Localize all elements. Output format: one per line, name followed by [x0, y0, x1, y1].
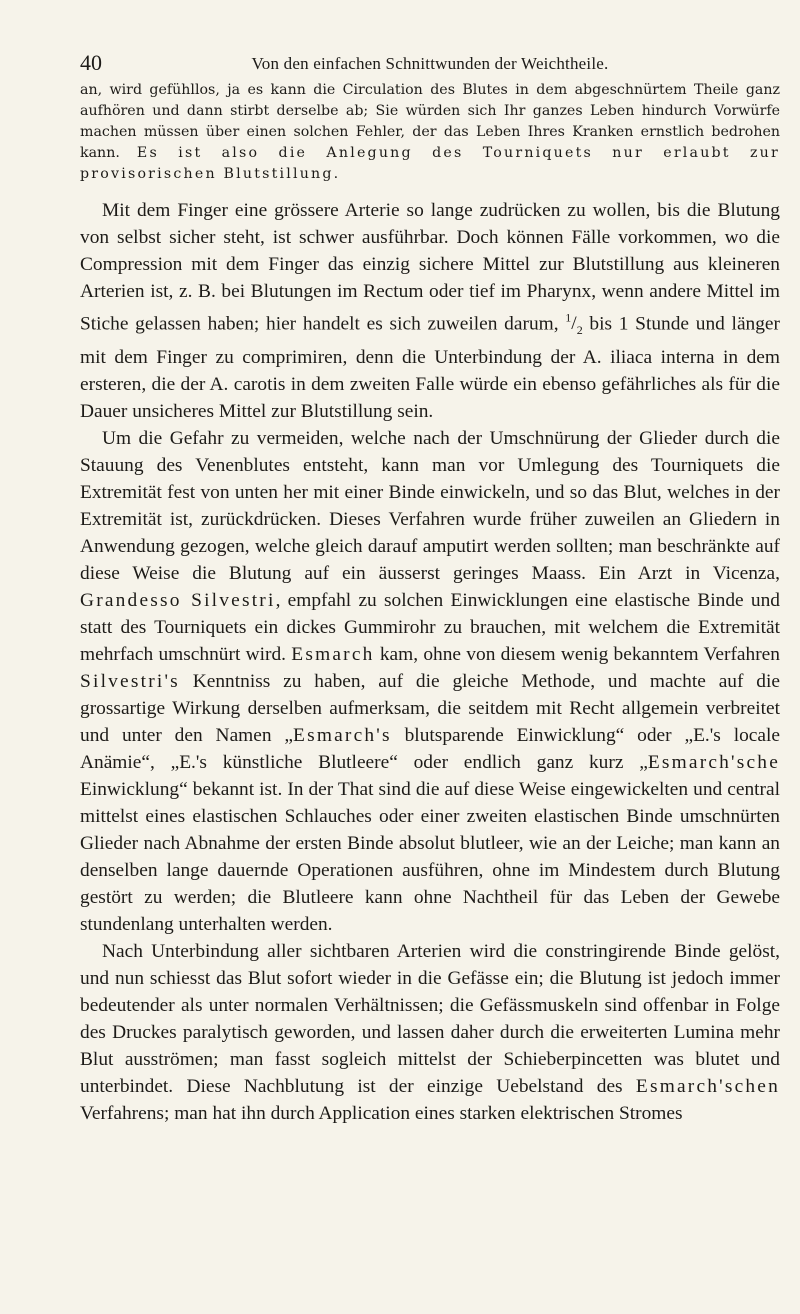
person-name: Esmarch: [291, 644, 375, 666]
person-name: Grandesso Silvestri: [80, 590, 276, 612]
text-run: blutsparende Einwicklung“ oder „E.'s locale Anämie“, „E.'s künstliche Blutleere“ oder endlich ganz kurz „: [80, 725, 780, 774]
small-text: an, wird gefühllos, ja es kann die Circulation des Blutes in dem abgeschnürtem Theile ganz aufhören und dann stirbt derselbe ab; Sie würden sich Ihr ganzes Leben hindurch Vorwürfe machen müssen über einen solchen Fehler, der das Leben Ihres Kranken ernstlich bedrohen kann.: [80, 82, 780, 161]
fraction: $^1/_2$: [565, 311, 583, 338]
text-run: bis 1 Stunde und länger mit dem Finger zu comprimiren, denn die Unterbindung der A. iliaca interna in dem ersteren, die der A. carotis in dem zweiten Falle würde ein ebenso gefährliches als für die Dauer unsicheres Mittel zur Blutstillung sein.: [80, 313, 781, 423]
small-print-block: [80, 80, 780, 185]
paragraph-2: [80, 425, 780, 938]
person-name: Esmarch'schen: [635, 1076, 780, 1098]
book-page: [80, 50, 780, 1127]
page-number: 40: [80, 50, 102, 75]
fraction-numerator: 1: [565, 311, 572, 325]
person-name: Esmarch'sche: [647, 752, 780, 774]
text-run: Kenntniss zu haben, auf die gleiche Methode, und machte auf die grossartige Wirkung derselben aufmerksam, die seitdem mit Recht allgemein verbreitet und unter den Namen „: [80, 671, 780, 747]
text-run: Um die Gefahr zu vermeiden, welche nach der Umschnürung der Glieder durch die Stauung des Venenblutes entsteht, kann man vor Umlegung des Tourniquets die Extremität fest von unten her mit einer Binde einwickeln, und so das Blut, welches in der Extremität ist, zurückdrücken. Dieses Verfahren wurde früher zuweilen an Gliedern in Anwendung gezogen, welche gleich darauf amputirt werden sollten; man beschränkte auf diese Weise die Blutung auf ein äusserst geringes Maass. Ein Arzt in Vicenza,: [80, 428, 780, 585]
text-run: Verfahrens; man hat ihn durch Application eines starken elektrischen Stromes: [80, 1103, 683, 1125]
emphasized-text: Es ist also die Anlegung des Tourniquets nur erlaubt zur provisorischen Blutstillung.: [80, 145, 780, 182]
paragraph-3: [80, 938, 780, 1127]
main-text: [80, 197, 780, 1127]
text-run: Einwicklung“ bekannt ist. In der That sind die auf diese Weise eingewickelten und central mittelst eines elastischen Schlauches oder einer zweiten elastischen Binde umschnürten Glieder nach Abnahme der ersten Binde absolut blutleer, wie an der Leiche; man kann an denselben lange dauernde Operationen ausführen, ohne im Mindestem durch Blutung gestört zu werden; die Blutleere kann ohne Nachtheil für das Leben der Gewebe stundenlang unterhalten werden.: [80, 779, 780, 936]
small-paragraph: [80, 80, 780, 185]
text-run: Nach Unterbindung aller sichtbaren Arterien wird die constringirende Binde gelöst, und nun schiesst das Blut sofort wieder in die Gefässe ein; die Blutung ist jedoch immer bedeutender als unter normalen Verhältnissen; die Gefässmuskeln sind offenbar in Folge des Druckes paralytisch geworden, und lassen daher durch die erweiterten Lumina mehr Blut ausströmen; man fasst sogleich mittelst der Schieberpincetten was blutet und unterbindet. Diese Nachblutung ist der einzige Uebelstand des: [80, 941, 780, 1098]
text-run: kam, ohne von diesem wenig bekanntem Verfahren: [374, 644, 780, 666]
person-name: Silvestri's: [80, 671, 180, 693]
text-run: , empfahl zu solchen Einwicklungen eine elastische Binde und statt des Tourniquets ein dickes Gummirohr zu brauchen, mit welchem die Extremität mehrfach umschnürt wird.: [80, 590, 781, 666]
person-name: Esmarch's: [293, 725, 392, 747]
fraction-denominator: 2: [576, 323, 583, 338]
running-title: Von den einfachen Schnittwunden der Weichtheile.: [251, 54, 609, 73]
text-run: Mit dem Finger eine grössere Arterie so lange zudrücken zu wollen, bis die Blutung von selbst sicher steht, ist schwer ausführbar. Doch können Fälle vorkommen, wo die Compression mit dem Finger das einzig sichere Mittel zur Blutstillung aus kleineren Arterien ist, z. B. bei Blutungen im Rectum oder tief im Pharynx, wenn andere Mittel im Stiche gelassen haben; hier handelt es sich zuweilen darum,: [80, 200, 780, 335]
paragraph-1: [80, 197, 780, 425]
page-header: [80, 50, 780, 80]
